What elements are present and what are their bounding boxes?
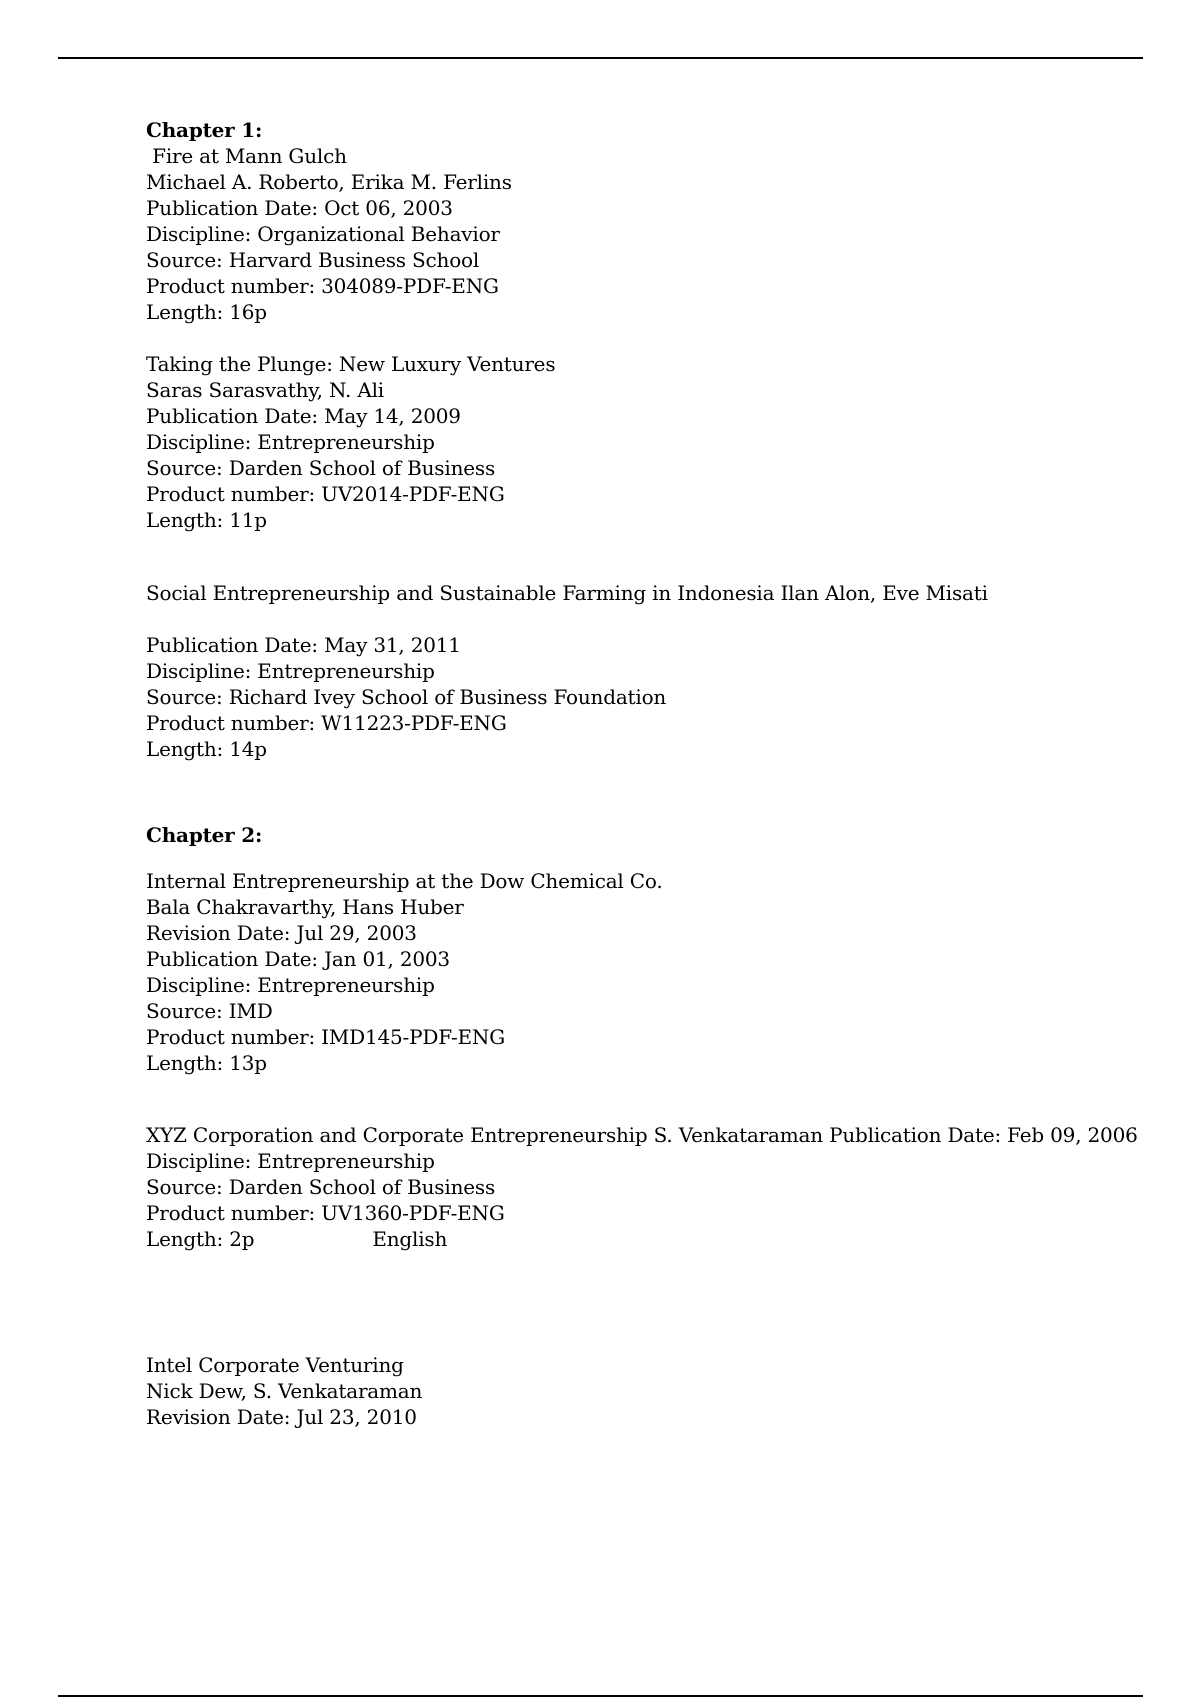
case-source: Source: IMD bbox=[146, 999, 273, 1023]
case-entry bbox=[146, 868, 1146, 1076]
case-title: Taking the Plunge: New Luxury Ventures bbox=[146, 352, 556, 376]
case-discipline: Discipline: Entrepreneurship bbox=[146, 430, 435, 454]
case-source: Source: Richard Ivey School of Business Foundation bbox=[146, 685, 667, 709]
bottom-rule bbox=[58, 1695, 1143, 1697]
case-length: Length: 16p bbox=[146, 300, 267, 324]
case-discipline: Discipline: Entrepreneurship bbox=[146, 659, 435, 683]
case-title: Internal Entrepreneurship at the Dow Chemical Co. bbox=[146, 869, 663, 893]
case-source: Source: Darden School of Business bbox=[146, 1175, 496, 1199]
case-language: English bbox=[372, 1227, 448, 1251]
case-entry bbox=[146, 1352, 1146, 1430]
case-title: Intel Corporate Venturing bbox=[146, 1353, 404, 1377]
case-length: Length: 11p bbox=[146, 508, 267, 532]
case-length: Length: 14p bbox=[146, 737, 267, 761]
case-revision-date: Revision Date: Jul 23, 2010 bbox=[146, 1405, 417, 1429]
case-product-number: Product number: UV1360-PDF-ENG bbox=[146, 1201, 505, 1225]
case-entry bbox=[146, 351, 1146, 533]
case-revision-date: Revision Date: Jul 29, 2003 bbox=[146, 921, 417, 945]
case-publication-date: Publication Date: Oct 06, 2003 bbox=[146, 196, 453, 220]
case-title-authors-publication: XYZ Corporation and Corporate Entrepreneurship S. Venkataraman Publication Date: Feb 09, 2006 bbox=[146, 1123, 1138, 1147]
case-authors: Saras Sarasvathy, N. Ali bbox=[146, 378, 384, 402]
chapter-1-heading: Chapter 1: bbox=[146, 118, 263, 142]
case-publication-date: Publication Date: May 31, 2011 bbox=[146, 633, 461, 657]
case-entry bbox=[146, 143, 1146, 325]
case-product-number: Product number: W11223-PDF-ENG bbox=[146, 711, 507, 735]
case-length-language bbox=[146, 1226, 1146, 1252]
case-discipline: Discipline: Entrepreneurship bbox=[146, 1149, 435, 1173]
case-title: Fire at Mann Gulch bbox=[146, 144, 347, 168]
case-product-number: Product number: UV2014-PDF-ENG bbox=[146, 482, 505, 506]
case-authors: Bala Chakravarthy, Hans Huber bbox=[146, 895, 464, 919]
case-authors: Nick Dew, S. Venkataraman bbox=[146, 1379, 423, 1403]
case-discipline: Discipline: Organizational Behavior bbox=[146, 222, 500, 246]
case-entry bbox=[146, 1122, 1146, 1252]
case-product-number: Product number: 304089-PDF-ENG bbox=[146, 274, 499, 298]
case-publication-date: Publication Date: Jan 01, 2003 bbox=[146, 947, 450, 971]
case-length: Length: 13p bbox=[146, 1051, 267, 1075]
case-source: Source: Harvard Business School bbox=[146, 248, 480, 272]
case-product-number: Product number: IMD145-PDF-ENG bbox=[146, 1025, 506, 1049]
case-title-authors: Social Entrepreneurship and Sustainable Farming in Indonesia Ilan Alon, Eve Misati bbox=[146, 581, 988, 605]
top-rule bbox=[58, 57, 1143, 59]
case-source: Source: Darden School of Business bbox=[146, 456, 496, 480]
chapter-2-heading: Chapter 2: bbox=[146, 823, 263, 847]
case-publication-date: Publication Date: May 14, 2009 bbox=[146, 404, 461, 428]
case-discipline: Discipline: Entrepreneurship bbox=[146, 973, 435, 997]
case-length: Length: 2p bbox=[146, 1227, 255, 1251]
case-authors: Michael A. Roberto, Erika M. Ferlins bbox=[146, 170, 512, 194]
document-body bbox=[146, 117, 1146, 1430]
case-entry bbox=[146, 580, 1146, 762]
